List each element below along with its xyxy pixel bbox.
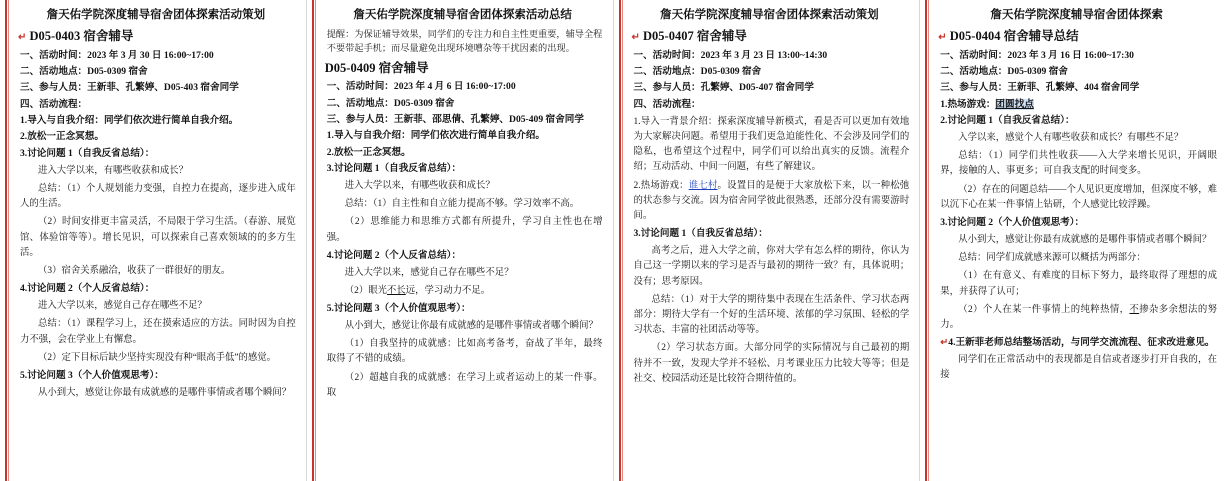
- body-line: 二、活动地点：D05-0309 宿舍: [20, 65, 148, 77]
- body-paragraph: 总结：同学们成就感来源可以概括为两部分：: [958, 253, 1146, 264]
- body-line: 三、参与人员：王新菲、邵思倩、孔繁婷、D05-409 宿舍同学: [326, 113, 584, 125]
- margin-rule-icon: [5, 0, 7, 481]
- margin-rule-icon: [312, 0, 314, 481]
- body-line: 1.热场游戏：团圆找点: [940, 98, 1034, 110]
- highlighted-text: 团圆找点: [995, 98, 1034, 110]
- section-heading: ↵ D05-0403 宿舍辅导: [18, 29, 134, 44]
- body-paragraph: 从小到大，感觉让你最有成就感的是哪件事情或者哪个瞬间？: [38, 387, 292, 398]
- body-line: 三、参与人员：王新菲、孔繁婷、404 宿舍同学: [940, 82, 1140, 94]
- body-paragraph: 总结：（1）同学们共性收获——入大学来增长见识，开阔眼界，接触的人、事更多；可自我支配的时间变多。: [940, 151, 1217, 177]
- body-paragraph: 总结：（1）自主性和自立能力提高不够。学习效率不高。: [344, 199, 580, 210]
- body-paragraph: （1）在有意义、有难度的目标下努力，最终取得了理想的成果，并获得了认可；: [940, 271, 1217, 297]
- page-title: 詹天佑学院深度辅导宿舍团体探索活动策划: [46, 9, 266, 21]
- body-line: 4.讨论问题 2（个人反省总结）：: [20, 283, 155, 295]
- margin-rule-secondary-icon: [928, 0, 929, 481]
- body-line: 3.讨论问题 1（自我反省总结）：: [326, 163, 462, 175]
- body-line: 三、参与人员：孔繁婷、D05-407 宿舍同学: [633, 82, 814, 94]
- insertion-mark-icon: ↵: [631, 32, 640, 44]
- body-line: 一、活动时间：2023 年 3 月 16 日 16:00~17:30: [940, 49, 1134, 61]
- body-line: 2.放松一正念冥想。: [326, 146, 411, 158]
- page-title: 詹天佑学院深度辅导宿舍团体探索: [990, 9, 1163, 21]
- margin-rule-secondary-icon: [8, 0, 9, 481]
- document-page-1: [0, 0, 307, 481]
- body-paragraph: 1.导入一背景介绍：探索深度辅导新模式，看是否可以更加有效地为大家解决问题。希望用于我们更急迫能性化、不会涉及同学们的隐私，也希望这个过程中，同学们可以给出真实的反馈。流程介绍；互动活动、中间一问题，有些了解建议。: [633, 116, 910, 173]
- body-line: 4.讨论问题 2（个人反省总结）：: [326, 249, 462, 261]
- underlined-text: 不长: [386, 285, 406, 296]
- body-paragraph: 进入大学以来，感觉自己存在哪些不足？: [38, 301, 207, 312]
- body-line: 三、参与人员：王新菲、孔繁婷、D05-403 宿舍同学: [20, 82, 239, 94]
- body-line: 5.讨论问题 3（个人价值观思考）：: [326, 303, 471, 315]
- body-paragraph: （1）自我坚持的成就感：比如高考备考，奋战了半年，最终取得了不错的成绩。: [326, 339, 603, 365]
- body-paragraph: （2）个人在某一件事情上的纯粹热情，不掺杂多余想法的努力。: [940, 304, 1217, 331]
- body-paragraph: 进入大学以来，有哪些收获和成长？: [38, 165, 189, 176]
- body-line: 二、活动地点：D05-0309 宿舍: [633, 65, 762, 77]
- body-paragraph: （2）学习状态方面。大部分同学的实际情况与自己最初的期待并不一致，发现大学并不轻松、月考课业压力比较大等等；但是社交、校园活动还是比较符合期待值的。: [633, 343, 910, 384]
- document-page-2: [307, 0, 614, 481]
- body-paragraph: 总结：（1）课程学习上，还在摸索适应的方法。同时因为自控力不强，会在学业上有懈怠。: [20, 319, 296, 345]
- body-line: 3.讨论问题 1（自我反省总结）：: [20, 147, 155, 159]
- document-page-3: [614, 0, 921, 481]
- body-line: 2.放松一正念冥想。: [20, 131, 104, 143]
- page-title: 詹天佑学院深度辅导宿舍团体探索活动总结: [353, 9, 572, 21]
- body-paragraph: 高考之后，进入大学之前，你对大学有怎么样的期待，你认为自己这一学期以来的学习是否与最初的期待一致？有，具体说明；没有；思考原因。: [633, 246, 910, 287]
- underlined-text: 不: [1129, 304, 1140, 315]
- body-line: 一、活动时间：2023 年 4 月 6 日 16:00~17:00: [326, 81, 516, 93]
- reminder-note: 提醒：为保证辅导效果，同学们的专注力和自主性更重要，辅导全程不要带起手机；而尽量避免出现环境嘈杂等干扰因素的出现。: [326, 29, 603, 54]
- body-paragraph: 同学们在正常活动中的表现都是自信或者逐步打开自我的，在接: [940, 355, 1217, 381]
- page-title: 詹天佑学院深度辅导宿舍团体探索活动策划: [660, 9, 879, 21]
- body-paragraph: （2）时间安排更丰富灵活，不局限于学习生活。（春游、展览馆、体验馆等等）。增长见识，可以探索自己喜欢领域的的多方生活。: [20, 217, 296, 258]
- body-paragraph: （2）超越自我的成就感：在学习上或者运动上的某一件事。取: [326, 372, 603, 398]
- body-paragraph: 进入大学以来，感觉自己存在哪些不足？: [344, 267, 514, 278]
- body-line: 5.讨论问题 3（个人价值观思考）：: [20, 370, 164, 382]
- insertion-mark-icon: ↵: [938, 32, 947, 44]
- body-paragraph: （2）思维能力和思维方式都有所提升，学习自主性也在增强。: [326, 217, 603, 243]
- section-heading: D05-0409 宿舍辅导: [324, 60, 429, 75]
- body-paragraph: （2）定下目标后缺少坚持实现没有种“眼高手低”的感觉。: [38, 352, 277, 363]
- body-line: 一、活动时间：2023 年 3 月 23 日 13:00~14:30: [633, 49, 828, 61]
- body-line: 四、活动流程：: [20, 98, 88, 110]
- section-heading: ↵ D05-0404 宿舍辅导总结: [938, 29, 1079, 44]
- document-page-4: [920, 0, 1227, 481]
- body-paragraph: 从小到大，感觉让你最有成就感的是哪件事情或者哪个瞬间？: [344, 321, 598, 331]
- edit-caret-icon: ↵: [940, 337, 949, 349]
- body-line: ↵4.王新菲老师总结整场活动，与同学交流流程、征求改进意见。: [940, 337, 1215, 349]
- body-paragraph: 总结：（1）个人规划能力变强，自控力在提高，逐步进入成年人的生活。: [20, 183, 296, 210]
- body-line: 1.导入与自我介绍：同学们依次进行简单自我介绍。: [326, 130, 546, 142]
- margin-rule-icon: [619, 0, 621, 481]
- body-paragraph: （3）宿舍关系融洽，收获了一群很好的朋友。: [38, 266, 231, 277]
- body-line: 3.讨论问题 1（自我反省总结）：: [633, 228, 768, 240]
- body-paragraph: 从小到大，感觉让你最有成就感的是哪件事情或者哪个瞬间？: [958, 234, 1212, 245]
- margin-rule-secondary-icon: [622, 0, 623, 481]
- body-line: 二、活动地点：D05-0309 宿舍: [940, 65, 1068, 77]
- insertion-mark-icon: ↵: [18, 32, 27, 44]
- body-paragraph: 入学以来，感觉个人有哪些收获和成长？有哪些不足？: [958, 132, 1184, 143]
- body-paragraph: （2）存在的问题总结——个人见识更度增加，但深度不够，难以沉下心在某一件事情上钻研，个人感觉比较浮躁。: [940, 184, 1217, 210]
- body-line: 2.讨论问题 1（自我反省总结）：: [940, 115, 1075, 127]
- body-paragraph: （2）眼光不长远，学习动力不足。: [344, 285, 491, 296]
- body-paragraph: 总结：（1）对于大学的期待集中表现在生活条件、学习状态两部分：期待大学有一个好的生活环境、浓郁的学习氛围、轻松的学习状态、丰富的社团活动等等。: [633, 294, 910, 336]
- margin-rule-icon: [925, 0, 927, 481]
- underlined-text: 谁七村: [688, 180, 718, 191]
- body-line: 3.讨论问题 2（个人价值观思考）：: [940, 217, 1085, 229]
- section-heading: ↵ D05-0407 宿舍辅导: [631, 29, 747, 44]
- body-line: 1.导入与自我介绍：同学们依次进行简单自我介绍。: [20, 115, 239, 127]
- body-line: 一、活动时间：2023 年 3 月 30 日 16:00~17:00: [20, 49, 214, 61]
- margin-rule-secondary-icon: [315, 0, 316, 481]
- body-paragraph: 2.热场游戏：谁七村。设置目的是便于大家放松下来，以一种松弛的状态参与交流。因为宿舍同学彼此很熟悉，还部分没有需要游时间。: [633, 180, 910, 221]
- body-paragraph: 进入大学以来，有哪些收获和成长？: [344, 180, 495, 191]
- body-line: 四、活动流程：: [633, 98, 701, 110]
- body-line: 二、活动地点：D05-0309 宿舍: [326, 97, 455, 109]
